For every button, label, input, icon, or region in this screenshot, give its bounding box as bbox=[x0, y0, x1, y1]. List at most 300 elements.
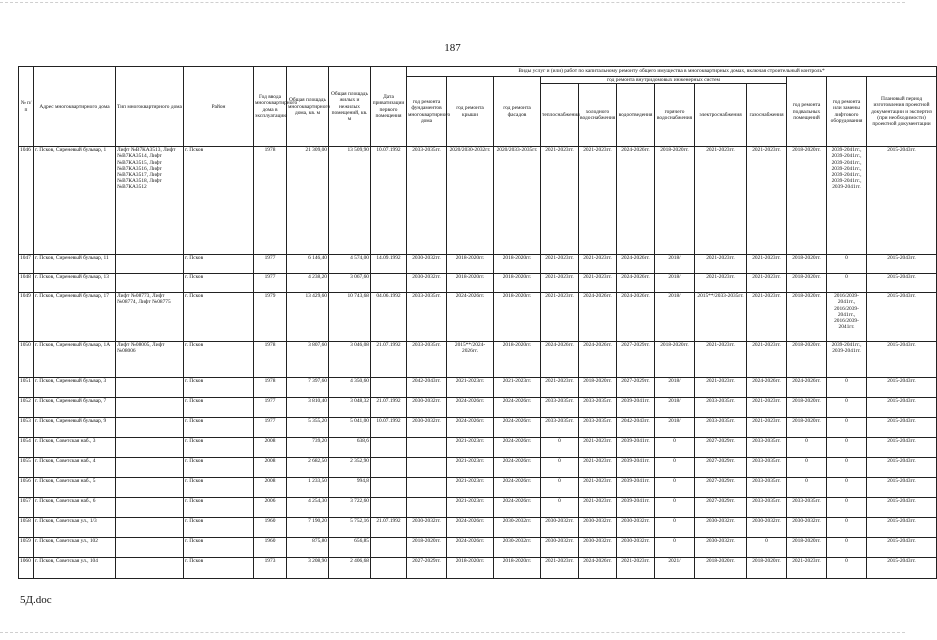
row-facade: 2024-2026гг. bbox=[494, 438, 541, 458]
row-gas: 2018-2020гг. bbox=[747, 558, 787, 579]
row-privatization-date: 21.07.1992 bbox=[371, 342, 407, 378]
row-gas: 2021-2023гг. bbox=[747, 147, 787, 255]
row-cold-water: 2018-2020гг. bbox=[579, 378, 617, 398]
table-row bbox=[19, 558, 937, 579]
table-row bbox=[19, 538, 937, 558]
row-electricity: 2033-2035гг. bbox=[695, 418, 747, 438]
header-drainage: водоотведения bbox=[617, 84, 655, 147]
row-drainage: 2039-2041гг. bbox=[617, 458, 655, 478]
row-basement: 0 bbox=[787, 458, 827, 478]
row-living-area: 13 509,90 bbox=[329, 147, 371, 255]
row-number: 1050 bbox=[19, 342, 34, 378]
row-address: г. Псков, Советская ул., 104 bbox=[34, 558, 116, 579]
row-hot-water: 0 bbox=[655, 538, 695, 558]
table-row bbox=[19, 147, 937, 255]
row-lift: 0 bbox=[827, 518, 867, 538]
row-living-area: 638,6 bbox=[329, 438, 371, 458]
row-privatization-date bbox=[371, 378, 407, 398]
row-basement: 2030-2032гг. bbox=[787, 518, 827, 538]
row-roof: 2018-2020гг. bbox=[447, 558, 494, 579]
row-district: г. Псков bbox=[184, 418, 254, 438]
row-house-type bbox=[116, 274, 184, 293]
row-cold-water: 2021-2023гг. bbox=[579, 438, 617, 458]
row-planned-period: 2015-2043гг. bbox=[867, 293, 937, 342]
row-house-type bbox=[116, 255, 184, 274]
row-heat-supply: 2021-2023гг. bbox=[541, 293, 579, 342]
row-planned-period: 2015-2043гг. bbox=[867, 518, 937, 538]
row-electricity: 2030-2032гг. bbox=[695, 518, 747, 538]
row-roof: 2018-2020гг. bbox=[447, 255, 494, 274]
row-privatization-date bbox=[371, 478, 407, 498]
row-foundation: 2033-2035гг. bbox=[407, 293, 447, 342]
row-gas: 2033-2035гг. bbox=[747, 478, 787, 498]
header-hot-water: горячего водоснабжения bbox=[655, 84, 695, 147]
capital-repair-table-container bbox=[18, 66, 932, 579]
row-electricity: 2018-2020гг. bbox=[695, 558, 747, 579]
table-row bbox=[19, 293, 937, 342]
row-year: 1960 bbox=[254, 538, 287, 558]
row-lift: 0 bbox=[827, 538, 867, 558]
row-facade: 2024-2026гг. bbox=[494, 458, 541, 478]
row-living-area: 2 352,90 bbox=[329, 458, 371, 478]
row-number: 1060 bbox=[19, 558, 34, 579]
row-facade: 2018-2020гг. bbox=[494, 293, 541, 342]
row-heat-supply: 2021-2023гг. bbox=[541, 255, 579, 274]
row-district: г. Псков bbox=[184, 342, 254, 378]
row-living-area: 4 350,60 bbox=[329, 378, 371, 398]
row-roof: 2024-2026гг. bbox=[447, 518, 494, 538]
header-electricity: электроснабжения bbox=[695, 84, 747, 147]
row-lift: 0 bbox=[827, 418, 867, 438]
row-heat-supply: 2033-2035гг. bbox=[541, 418, 579, 438]
row-lift: 0 bbox=[827, 398, 867, 418]
row-roof: 2020/2030-2032гг. bbox=[447, 147, 494, 255]
row-drainage: 2030-2032гг. bbox=[617, 518, 655, 538]
row-drainage: 2039-2041гг. bbox=[617, 478, 655, 498]
row-electricity: 2021-2023гг. bbox=[695, 255, 747, 274]
row-lift: 2016/2039-2041гг., 2016/2039-2041гг., 2016/2039-2041гг. bbox=[827, 293, 867, 342]
row-district: г. Псков bbox=[184, 147, 254, 255]
row-roof: 2021-2023гг. bbox=[447, 498, 494, 518]
row-privatization-date: 10.07.1992 bbox=[371, 147, 407, 255]
row-drainage: 2039-2041гг. bbox=[617, 438, 655, 458]
row-facade: 2018-2020гг. bbox=[494, 558, 541, 579]
row-drainage: 2021-2023гг. bbox=[617, 558, 655, 579]
row-address: г. Псков, Советская наб., 3 bbox=[34, 438, 116, 458]
row-facade: 2018-2020гг. bbox=[494, 255, 541, 274]
row-number: 1052 bbox=[19, 398, 34, 418]
row-roof: 2021-2023гг. bbox=[447, 378, 494, 398]
row-cold-water: 2033-2035гг. bbox=[579, 398, 617, 418]
row-district: г. Псков bbox=[184, 518, 254, 538]
row-basement: 2018-2020гг. bbox=[787, 398, 827, 418]
row-heat-supply: 2033-2035гг. bbox=[541, 398, 579, 418]
capital-repair-table bbox=[18, 66, 937, 579]
row-facade: 2024-2026гг. bbox=[494, 418, 541, 438]
row-facade: 2020/2033-2035гг. bbox=[494, 147, 541, 255]
row-house-type bbox=[116, 438, 184, 458]
row-drainage: 2024-2026гг. bbox=[617, 293, 655, 342]
row-cold-water: 2033-2035гг. bbox=[579, 418, 617, 438]
row-hot-water: 2018/ bbox=[655, 378, 695, 398]
row-address: г. Псков, Советская ул., 102 bbox=[34, 538, 116, 558]
row-roof: 2021-2023гг. bbox=[447, 438, 494, 458]
row-heat-supply: 2030-2032гг. bbox=[541, 518, 579, 538]
row-privatization-date: 21.07.1992 bbox=[371, 518, 407, 538]
row-lift: 2039-2041гг., 2039-2041гг. bbox=[827, 342, 867, 378]
footer-filename: 5Д.doc bbox=[20, 594, 52, 606]
row-gas: 2024-2026гг. bbox=[747, 378, 787, 398]
row-gas: 2033-2035гг. bbox=[747, 438, 787, 458]
row-hot-water: 2018-2020гг. bbox=[655, 342, 695, 378]
row-address: г. Псков, Сиреневый бульвар, 13 bbox=[34, 274, 116, 293]
row-heat-supply: 2021-2023гг. bbox=[541, 147, 579, 255]
row-basement: 2024-2026гг. bbox=[787, 378, 827, 398]
row-house-type bbox=[116, 498, 184, 518]
row-privatization-date bbox=[371, 438, 407, 458]
row-gas: 0 bbox=[747, 538, 787, 558]
header-privatization-date: Дата приватизации первого помещения bbox=[371, 67, 407, 147]
row-number: 1048 bbox=[19, 274, 34, 293]
row-district: г. Псков bbox=[184, 498, 254, 518]
row-house-type bbox=[116, 418, 184, 438]
row-roof: 2024-2026гг. bbox=[447, 293, 494, 342]
row-living-area: 5 752,16 bbox=[329, 518, 371, 538]
row-privatization-date bbox=[371, 498, 407, 518]
row-total-area: 13 429,60 bbox=[287, 293, 329, 342]
row-living-area: 2 406,68 bbox=[329, 558, 371, 579]
row-basement: 0 bbox=[787, 438, 827, 458]
row-electricity: 2030-2032гг. bbox=[695, 538, 747, 558]
row-basement: 0 bbox=[787, 478, 827, 498]
row-address: г. Псков, Сиреневый бульвар, 7 bbox=[34, 398, 116, 418]
row-year: 1977 bbox=[254, 255, 287, 274]
table-row bbox=[19, 458, 937, 478]
row-lift: 0 bbox=[827, 558, 867, 579]
row-number: 1056 bbox=[19, 478, 34, 498]
row-hot-water: 0 bbox=[655, 478, 695, 498]
row-drainage: 2024-2026гг. bbox=[617, 274, 655, 293]
row-foundation: 2018-2020гг. bbox=[407, 538, 447, 558]
row-facade: 2024-2026гг. bbox=[494, 398, 541, 418]
row-electricity: 2021-2023гг. bbox=[695, 274, 747, 293]
row-planned-period: 2015-2043гг. bbox=[867, 342, 937, 378]
row-lift: 0 bbox=[827, 274, 867, 293]
row-heat-supply: 0 bbox=[541, 478, 579, 498]
row-address: г. Псков, Сиреневый бульвар, 1А bbox=[34, 342, 116, 378]
header-planned-period: Плановый период изготовления проектной документации и экспертиз (при необходимости) проектной документации bbox=[867, 77, 937, 147]
row-drainage: 2024-2026гг. bbox=[617, 147, 655, 255]
row-district: г. Псков bbox=[184, 558, 254, 579]
row-cold-water: 2024-2026гг. bbox=[579, 558, 617, 579]
row-electricity: 2027-2029гг. bbox=[695, 498, 747, 518]
row-foundation: 2030-2032гг. bbox=[407, 255, 447, 274]
row-lift: 0 bbox=[827, 478, 867, 498]
row-gas: 2033-2035гг. bbox=[747, 498, 787, 518]
row-foundation: 2033-2035гг. bbox=[407, 147, 447, 255]
row-planned-period: 2015-2043гг. bbox=[867, 458, 937, 478]
row-district: г. Псков bbox=[184, 458, 254, 478]
row-drainage: 2027-2029гг. bbox=[617, 342, 655, 378]
table-row bbox=[19, 518, 937, 538]
row-living-area: 656,85 bbox=[329, 538, 371, 558]
row-living-area: 5 041,00 bbox=[329, 418, 371, 438]
row-hot-water: 2018/ bbox=[655, 293, 695, 342]
row-district: г. Псков bbox=[184, 274, 254, 293]
row-address: г. Псков, Советская наб., 6 bbox=[34, 498, 116, 518]
row-basement: 2018-2020гг. bbox=[787, 538, 827, 558]
row-house-type bbox=[116, 378, 184, 398]
row-privatization-date bbox=[371, 538, 407, 558]
row-privatization-date: 04.06.1992 bbox=[371, 293, 407, 342]
row-number: 1046 bbox=[19, 147, 34, 255]
row-lift: 0 bbox=[827, 255, 867, 274]
row-district: г. Псков bbox=[184, 478, 254, 498]
row-planned-period: 2015-2043гг. bbox=[867, 274, 937, 293]
row-house-type: Лифт №В7КА3513, Лифт №В7КА3514, Лифт №В7КА3515, Лифт №В7КА3516, Лифт №В7КА3517, Лифт №В7КА3518, Лифт №В7КА3512 bbox=[116, 147, 184, 255]
row-facade: 2030-2032гг. bbox=[494, 518, 541, 538]
row-total-area: 1 233,50 bbox=[287, 478, 329, 498]
table-row bbox=[19, 418, 937, 438]
row-number: 1051 bbox=[19, 378, 34, 398]
row-basement: 2018-2020гг. bbox=[787, 255, 827, 274]
page-number: 187 bbox=[444, 42, 461, 54]
row-planned-period: 2015-2043гг. bbox=[867, 538, 937, 558]
row-house-type bbox=[116, 558, 184, 579]
row-living-area: 3 067,60 bbox=[329, 274, 371, 293]
header-systems-group: год ремонта внутридомовых инженерных систем bbox=[541, 77, 787, 84]
table-body bbox=[19, 147, 937, 579]
header-address: Адрес многоквартирного дома bbox=[34, 67, 116, 147]
row-drainage: 2027-2029гг. bbox=[617, 378, 655, 398]
row-privatization-date bbox=[371, 458, 407, 478]
header-basement: год ремонта подвальных помещений bbox=[787, 77, 827, 147]
row-facade: 2024-2026гг. bbox=[494, 498, 541, 518]
row-hot-water: 0 bbox=[655, 438, 695, 458]
row-electricity: 2021-2023гг. bbox=[695, 342, 747, 378]
row-address: г. Псков, Советская наб., 4 bbox=[34, 458, 116, 478]
row-foundation: 2030-2032гг. bbox=[407, 518, 447, 538]
header-types-group: Виды услуг и (или) работ по капитальному ремонту общего имущества в многоквартирных домах, включая строительный контроль* bbox=[407, 67, 937, 77]
row-cold-water: 2021-2023гг. bbox=[579, 147, 617, 255]
row-planned-period: 2015-2043гг. bbox=[867, 378, 937, 398]
header-type: Тип многоквартирного дома bbox=[116, 67, 184, 147]
row-living-area: 4 574,00 bbox=[329, 255, 371, 274]
row-number: 1049 bbox=[19, 293, 34, 342]
row-basement: 2018-2020гг. bbox=[787, 418, 827, 438]
row-cold-water: 2030-2032гг. bbox=[579, 518, 617, 538]
row-living-area: 3 046,08 bbox=[329, 342, 371, 378]
row-cold-water: 2021-2023гг. bbox=[579, 478, 617, 498]
row-hot-water: 0 bbox=[655, 458, 695, 478]
row-total-area: 2 682,50 bbox=[287, 458, 329, 478]
row-heat-supply: 2021-2023гг. bbox=[541, 558, 579, 579]
header-cold-water: холодного водоснабжения bbox=[579, 84, 617, 147]
row-gas: 2021-2023гг. bbox=[747, 342, 787, 378]
header-heat-supply: теплоснабжения bbox=[541, 84, 579, 147]
row-privatization-date: 21.07.1992 bbox=[371, 398, 407, 418]
row-year: 2008 bbox=[254, 478, 287, 498]
row-hot-water: 0 bbox=[655, 498, 695, 518]
row-electricity: 2015**/2033-2035гг. bbox=[695, 293, 747, 342]
row-number: 1057 bbox=[19, 498, 34, 518]
row-basement: 2018-2020гг. bbox=[787, 293, 827, 342]
row-house-type bbox=[116, 458, 184, 478]
header-living-area: Общая площадь жилых и нежилых помещений, кв. м bbox=[329, 67, 371, 147]
row-cold-water: 2021-2023гг. bbox=[579, 498, 617, 518]
row-living-area: 10 743,68 bbox=[329, 293, 371, 342]
row-cold-water: 2021-2023гг. bbox=[579, 255, 617, 274]
row-gas: 2021-2023гг. bbox=[747, 255, 787, 274]
row-number: 1053 bbox=[19, 418, 34, 438]
row-planned-period: 2015-2043гг. bbox=[867, 255, 937, 274]
row-heat-supply: 0 bbox=[541, 458, 579, 478]
row-privatization-date bbox=[371, 558, 407, 579]
row-electricity: 2033-2035гг. bbox=[695, 398, 747, 418]
row-number: 1058 bbox=[19, 518, 34, 538]
row-basement: 2021-2023гг. bbox=[787, 558, 827, 579]
row-electricity: 2021-2023гг. bbox=[695, 378, 747, 398]
row-gas: 2021-2023гг. bbox=[747, 398, 787, 418]
row-total-area: 4 238,20 bbox=[287, 274, 329, 293]
row-house-type bbox=[116, 518, 184, 538]
row-year: 1973 bbox=[254, 558, 287, 579]
row-house-type bbox=[116, 478, 184, 498]
row-foundation: 2030-2032гг. bbox=[407, 398, 447, 418]
row-electricity: 2027-2029гг. bbox=[695, 478, 747, 498]
row-address: г. Псков, Сиреневый бульвар, 11 bbox=[34, 255, 116, 274]
row-basement: 2018-2020гг. bbox=[787, 147, 827, 255]
row-total-area: 739,20 bbox=[287, 438, 329, 458]
row-foundation bbox=[407, 458, 447, 478]
row-facade: 2024-2026гг. bbox=[494, 478, 541, 498]
row-address: г. Псков, Советская наб., 5 bbox=[34, 478, 116, 498]
row-basement: 2018-2020гг. bbox=[787, 342, 827, 378]
row-year: 1978 bbox=[254, 342, 287, 378]
row-cold-water: 2024-2026гг. bbox=[579, 342, 617, 378]
row-number: 1059 bbox=[19, 538, 34, 558]
row-planned-period: 2015-2043гг. bbox=[867, 438, 937, 458]
row-year: 2008 bbox=[254, 458, 287, 478]
header-district: Район bbox=[184, 67, 254, 147]
scan-edge-bottom bbox=[0, 632, 905, 633]
row-year: 1977 bbox=[254, 274, 287, 293]
row-heat-supply: 2024-2026гг. bbox=[541, 342, 579, 378]
row-basement: 2033-2035гг. bbox=[787, 498, 827, 518]
row-facade: 2018-2020гг. bbox=[494, 342, 541, 378]
row-drainage: 2030-2032гг. bbox=[617, 538, 655, 558]
row-hot-water: 2018/ bbox=[655, 274, 695, 293]
row-planned-period: 2015-2043гг. bbox=[867, 398, 937, 418]
row-foundation bbox=[407, 478, 447, 498]
row-district: г. Псков bbox=[184, 293, 254, 342]
table-row bbox=[19, 478, 937, 498]
row-cold-water: 2030-2032гг. bbox=[579, 538, 617, 558]
row-foundation: 2030-2032гг. bbox=[407, 418, 447, 438]
row-hot-water: 2021/ bbox=[655, 558, 695, 579]
row-lift: 0 bbox=[827, 438, 867, 458]
row-electricity: 2027-2029гг. bbox=[695, 438, 747, 458]
scan-edge-top bbox=[0, 2, 905, 3]
row-roof: 2015**/2024-2026гг. bbox=[447, 342, 494, 378]
row-district: г. Псков bbox=[184, 255, 254, 274]
row-electricity: 2021-2023гг. bbox=[695, 147, 747, 255]
row-total-area: 7 190,20 bbox=[287, 518, 329, 538]
row-living-area: 3 722,60 bbox=[329, 498, 371, 518]
row-lift: 0 bbox=[827, 498, 867, 518]
row-hot-water: 2018/ bbox=[655, 255, 695, 274]
row-total-area: 7 397,60 bbox=[287, 378, 329, 398]
row-privatization-date: 10.07.1992 bbox=[371, 418, 407, 438]
row-year: 2006 bbox=[254, 498, 287, 518]
row-total-area: 21 309,00 bbox=[287, 147, 329, 255]
row-year: 2008 bbox=[254, 438, 287, 458]
row-total-area: 5 355,20 bbox=[287, 418, 329, 438]
row-planned-period: 2015-2043гг. bbox=[867, 558, 937, 579]
row-total-area: 6 146,40 bbox=[287, 255, 329, 274]
row-year: 1979 bbox=[254, 293, 287, 342]
table-row bbox=[19, 342, 937, 378]
row-roof: 2021-2023гг. bbox=[447, 458, 494, 478]
row-number: 1047 bbox=[19, 255, 34, 274]
row-district: г. Псков bbox=[184, 538, 254, 558]
table-row bbox=[19, 378, 937, 398]
row-roof: 2024-2026гг. bbox=[447, 538, 494, 558]
row-planned-period: 2015-2043гг. bbox=[867, 478, 937, 498]
row-living-area: 994,8 bbox=[329, 478, 371, 498]
row-gas: 2033-2035гг. bbox=[747, 458, 787, 478]
row-hot-water: 2018/ bbox=[655, 398, 695, 418]
row-foundation: 2033-2035гг. bbox=[407, 342, 447, 378]
row-privatization-date: 14.09.1992 bbox=[371, 255, 407, 274]
row-heat-supply: 2021-2023гг. bbox=[541, 274, 579, 293]
row-roof: 2021-2023гг. bbox=[447, 478, 494, 498]
row-basement: 2018-2020гг. bbox=[787, 274, 827, 293]
row-gas: 2021-2023гг. bbox=[747, 418, 787, 438]
row-foundation bbox=[407, 498, 447, 518]
row-gas: 2021-2023гг. bbox=[747, 293, 787, 342]
row-address: г. Псков, Сиреневый бульвар, 9 bbox=[34, 418, 116, 438]
row-foundation: 2030-2032гг. bbox=[407, 274, 447, 293]
row-gas: 2030-2032гг. bbox=[747, 518, 787, 538]
row-foundation: 2042-2043гг. bbox=[407, 378, 447, 398]
table-row bbox=[19, 438, 937, 458]
row-planned-period: 2015-2043гг. bbox=[867, 498, 937, 518]
row-heat-supply: 0 bbox=[541, 438, 579, 458]
row-year: 1978 bbox=[254, 378, 287, 398]
row-heat-supply: 2030-2032гг. bbox=[541, 538, 579, 558]
row-hot-water: 2018/ bbox=[655, 418, 695, 438]
row-foundation: 2027-2029гг. bbox=[407, 558, 447, 579]
row-hot-water: 2018-2020гг. bbox=[655, 147, 695, 255]
row-number: 1055 bbox=[19, 458, 34, 478]
row-facade: 2021-2023гг. bbox=[494, 378, 541, 398]
row-district: г. Псков bbox=[184, 378, 254, 398]
header-year: Год ввода многоквартирного дома в эксплуатацию bbox=[254, 67, 287, 147]
row-planned-period: 2015-2043гг. bbox=[867, 418, 937, 438]
row-cold-water: 2021-2023гг. bbox=[579, 274, 617, 293]
row-roof: 2024-2026гг. bbox=[447, 398, 494, 418]
header-roof: год ремонта крыши bbox=[447, 77, 494, 147]
row-address: г. Псков, Сиреневый бульвар, 3 bbox=[34, 378, 116, 398]
row-facade: 2030-2032гг. bbox=[494, 538, 541, 558]
row-lift: 0 bbox=[827, 458, 867, 478]
header-gas: газоснабжения bbox=[747, 84, 787, 147]
row-electricity: 2027-2029гг. bbox=[695, 458, 747, 478]
row-total-area: 3 208,90 bbox=[287, 558, 329, 579]
row-gas: 2021-2023гг. bbox=[747, 274, 787, 293]
row-drainage: 2042-2043гг. bbox=[617, 418, 655, 438]
